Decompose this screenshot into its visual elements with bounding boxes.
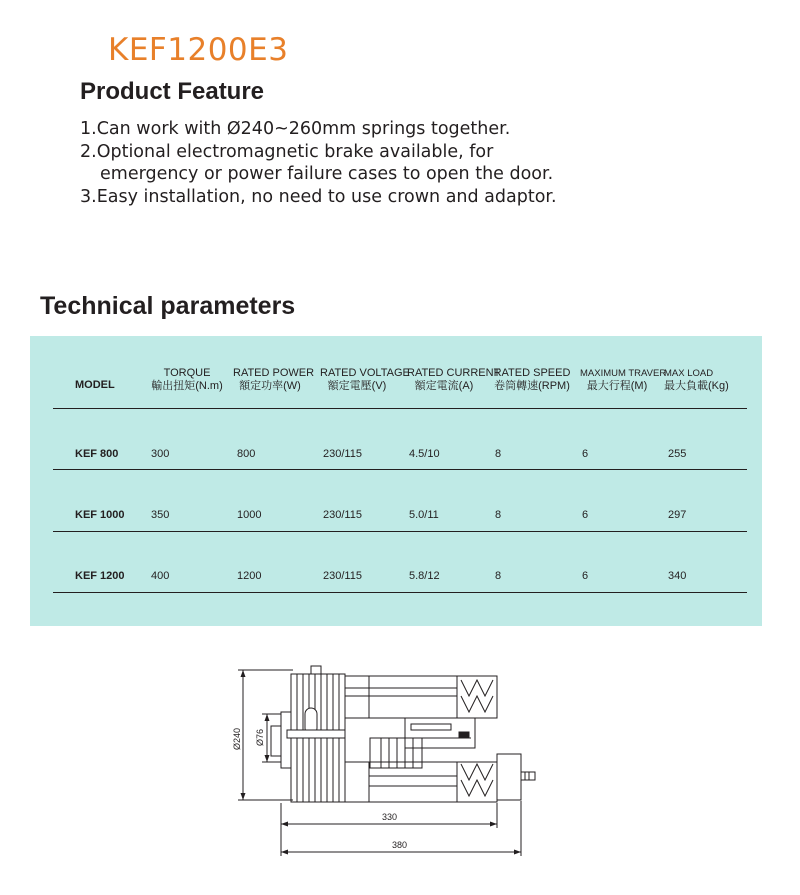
dimension-label-length-inner: 330 [382, 812, 398, 822]
cell-rated-current: 5.8/12 [409, 570, 440, 582]
cell-torque: 300 [151, 448, 170, 460]
feature-item [80, 141, 557, 186]
column-header-en: MAX LOAD [664, 368, 714, 379]
cell-rated-current: 5.0/11 [409, 509, 439, 521]
column-header-model: MODEL [75, 379, 115, 391]
feature-item-text: 2.Optional electromagnetic brake available, for [80, 141, 494, 162]
feature-item-text: 1.Can work with Ø240~260mm springs together. [80, 119, 511, 139]
cell-rated-speed: 8 [495, 448, 502, 460]
column-header-max-load [664, 367, 729, 393]
cell-rated-current: 4.5/10 [409, 448, 440, 460]
cell-rated-power: 1000 [237, 509, 262, 521]
column-header-cn: 最大負載(Kg) [664, 380, 729, 392]
cell-max-load: 340 [668, 570, 687, 582]
params-table [30, 336, 762, 626]
column-header-cn: 輸出扭矩(N.m) [151, 380, 223, 392]
column-header-en: RATED SPEED [493, 367, 571, 379]
table-rule [53, 408, 747, 409]
column-header-torque [147, 367, 227, 393]
column-header-cn: 額定功率(W) [239, 380, 301, 392]
column-header-cn: 額定電流(A) [414, 380, 474, 392]
feature-item [80, 118, 557, 141]
motor-technical-drawing [225, 660, 555, 865]
cell-torque: 400 [151, 570, 170, 582]
cell-max-load: 255 [668, 448, 687, 460]
column-header-cn: 額定電壓(V) [327, 380, 387, 392]
cell-rated-speed: 8 [495, 570, 502, 582]
motor-shaft [271, 726, 281, 756]
product-title: KEF1200E3 [108, 32, 289, 68]
feature-item [80, 186, 557, 209]
dimension-label-diameter-inner: Ø76 [255, 728, 265, 746]
column-header-cn: 卷筒轉速(RPM) [494, 380, 570, 392]
cell-rated-power: 1200 [237, 570, 262, 582]
motor-output-connector [521, 772, 535, 780]
cell-model: KEF 800 [75, 448, 119, 460]
column-header-rated-speed [493, 367, 571, 393]
dimension-label-length-outer: 380 [392, 840, 408, 850]
column-header-en: RATED CURRENT [407, 367, 501, 379]
dimension-label-diameter-outer: Ø240 [232, 727, 242, 750]
column-header-en: TORQUE [163, 367, 211, 379]
cell-rated-speed: 8 [495, 509, 502, 521]
cell-rated-voltage: 230/115 [323, 509, 362, 521]
cell-maximum-traver: 6 [582, 509, 589, 521]
column-header-rated-power [233, 367, 315, 393]
motor-end-housing [497, 754, 521, 800]
column-header-rated-voltage [320, 367, 410, 393]
params-heading: Technical parameters [40, 292, 296, 320]
column-header-en: MAXIMUM TRAVER [580, 368, 667, 379]
table-rule [53, 531, 747, 532]
column-header-en: RATED POWER [233, 367, 315, 379]
feature-heading: Product Feature [80, 78, 265, 105]
cell-maximum-traver: 6 [582, 570, 589, 582]
feature-item-continuation: emergency or power failure cases to open the door. [100, 164, 554, 184]
cell-model: KEF 1000 [75, 509, 125, 521]
cell-rated-power: 800 [237, 448, 256, 460]
brake-unit [370, 738, 422, 768]
column-header-en: RATED VOLTAGE [320, 367, 410, 379]
motor-frame-upper [345, 676, 497, 718]
column-header-cn: 最大行程(M) [586, 380, 648, 392]
column-header-maximum-traver [580, 367, 667, 393]
cell-rated-voltage: 230/115 [323, 570, 362, 582]
column-header-rated-current [407, 367, 501, 393]
feature-list [80, 118, 557, 208]
feature-item-text: 3.Easy installation, no need to use crown and adaptor. [80, 186, 557, 207]
cell-max-load: 297 [668, 509, 687, 521]
cell-model: KEF 1200 [75, 570, 125, 582]
cell-rated-voltage: 230/115 [323, 448, 362, 460]
table-rule [53, 469, 747, 470]
cell-maximum-traver: 6 [582, 448, 589, 460]
table-rule [53, 592, 747, 593]
cell-torque: 350 [151, 509, 170, 521]
